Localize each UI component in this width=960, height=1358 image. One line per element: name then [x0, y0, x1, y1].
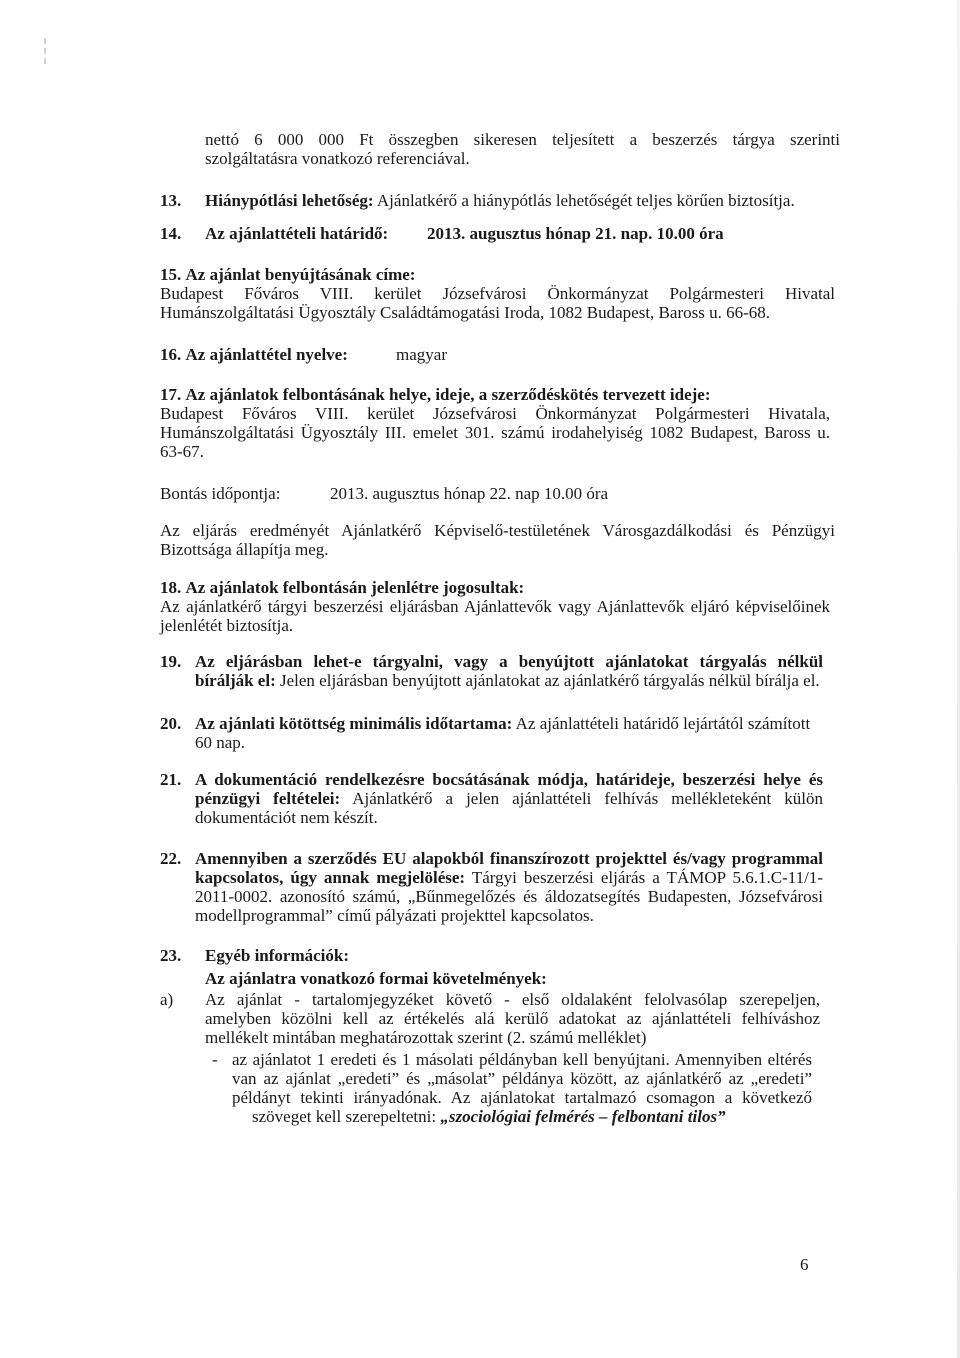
section-21-title: A dokumentáció rendelkezésre bocsátásának módja, határideje, beszerzési helye és [195, 770, 823, 789]
section-14-value: 2013. augusztus hónap 21. nap. 10.00 óra [427, 224, 724, 243]
section-20-line: 60 nap. [195, 733, 246, 752]
section-15-line: Budapest Főváros VIII. kerület Józsefvárosi Önkormányzat Polgármesteri Hivatal [160, 284, 835, 303]
section-17 [160, 385, 830, 461]
section-21-line: dokumentációt nem készít. [195, 808, 378, 827]
scan-mark [44, 48, 46, 54]
section-19-title-cont: bírálják el: [195, 671, 276, 690]
envelope-label: „szociológiai felmérés – felbontani tilos” [440, 1107, 726, 1126]
section-13-title: Hiánypótlási lehetőség: [205, 191, 374, 210]
scan-mark [44, 58, 46, 64]
section-21-title-cont: pénzügyi feltételei: [195, 789, 341, 808]
section-22-title: Amennyiben a szerződés EU alapokból finanszírozott projekttel és/vagy programmal [195, 849, 823, 868]
bullet-line: van az ajánlat „eredeti” és „másolat” példánya között, az ajánlatkérő az „eredeti” [232, 1069, 812, 1088]
item-a-line: amelyben közölni kell az értékelés alá kerülő adatokat az ajánlattételi felhíváshoz [205, 1009, 820, 1028]
opening-time-value: 2013. augusztus hónap 22. nap 10.00 óra [330, 484, 609, 503]
section-13-number: 13. [160, 191, 182, 210]
section-18-line: Az ajánlatkérő tárgyi beszerzési eljárásban Ajánlattevők vagy Ajánlattevők eljáró képviselőinek [160, 597, 830, 616]
section-18-title: Az ajánlatok felbontásán jelenlétre jogosultak: [185, 578, 525, 597]
section-19-title: Az eljárásban lehet-e tárgyalni, vagy a benyújtott ajánlatokat tárgyalás nélkül [195, 652, 823, 671]
item-a-line: Az ajánlat - tartalomjegyzéket követő - első oldalaként felolvasólap szerepeljen, [205, 990, 820, 1009]
item-a-label: a) [160, 990, 174, 1009]
section-22-text: Tárgyi beszerzési eljárás a TÁMOP 5.6.1.C-11/1- [471, 868, 824, 887]
section-21-number: 21. [160, 770, 182, 789]
section-15 [160, 265, 835, 322]
section-18 [160, 578, 830, 635]
opening-time-label: Bontás időpontja: [160, 484, 281, 503]
section-17-number: 17. [160, 385, 182, 404]
bullet-line: az ajánlatot 1 eredeti és 1 másolati példányban kell benyújtani. Amennyiben eltérés [232, 1050, 812, 1069]
section-20-title: Az ajánlati kötöttség minimális időtartama: [195, 714, 513, 733]
section-20-number: 20. [160, 714, 182, 733]
section-22-line: 2011-0002. azonosító számú, „Bűnmegelőzés és áldozatsegítés Budapesten, Józsefvárosi [195, 887, 823, 906]
evaluation-line: Bizottsága állapítja meg. [160, 540, 329, 559]
section-16-title: Az ajánlattétel nyelve: [185, 345, 348, 364]
section-23 [205, 946, 820, 988]
section-14-title: Az ajánlattételi határidő: [205, 224, 389, 243]
page-number: 6 [800, 1255, 809, 1274]
bullet-dash: - [212, 1050, 218, 1069]
section-14-number: 14. [160, 224, 182, 243]
section-22 [195, 849, 823, 925]
intro-paragraph [205, 130, 840, 168]
scan-mark [44, 38, 46, 44]
item-a-line: mellékelt mintában meghatározottak szerint (2. számú melléklet) [205, 1028, 647, 1047]
section-19 [195, 652, 823, 690]
section-17-line: 63-67. [160, 442, 204, 461]
section-13 [205, 191, 805, 210]
evaluation-paragraph [160, 521, 835, 559]
section-23-number: 23. [160, 946, 182, 965]
intro-line: szolgáltatásra vonatkozó referenciával. [205, 149, 470, 168]
bullet-item [232, 1050, 812, 1126]
item-a [205, 990, 820, 1047]
section-21-text: Ajánlatkérő a jelen ajánlattételi felhívás mellékleteként külön [352, 789, 824, 808]
section-23-title: Egyéb információk: [205, 946, 350, 965]
section-17-line: Humánszolgáltatási Ügyosztály III. emelet 301. számú irodahelyiség 1082 Budapest, Baross u. [160, 423, 830, 442]
section-15-number: 15. [160, 265, 182, 284]
opening-time [160, 484, 820, 503]
section-18-line: jelenlétét biztosítja. [160, 616, 294, 635]
evaluation-line: Az eljárás eredményét Ajánlatkérő Képviselő-testületének Városgazdálkodási és Pénzügyi [160, 521, 835, 540]
section-17-title: Az ajánlatok felbontásának helye, ideje, a szerződéskötés tervezett ideje: [185, 385, 711, 404]
section-16-number: 16. [160, 345, 182, 364]
section-19-number: 19. [160, 652, 182, 671]
section-17-line: Budapest Főváros VIII. kerület Józsefvárosi Önkormányzat Polgármesteri Hivatala, [160, 404, 830, 423]
section-15-line: Humánszolgáltatási Ügyosztály Családtámogatási Iroda, 1082 Budapest, Baross u. 66-68. [160, 303, 770, 322]
bullet-line: példányt tekinti irányadónak. Az ajánlatokat tartalmazó csomagon a következő [232, 1088, 812, 1107]
section-20-text: Az ajánlattételi határidő lejártától számított [515, 714, 811, 733]
section-13-text: Ajánlatkérő a hiánypótlás lehetőségét teljes körűen biztosítja. [376, 191, 795, 210]
section-23-subtitle: Az ajánlatra vonatkozó formai követelmények: [205, 969, 547, 988]
section-19-text: Jelen eljárásban benyújtott ajánlatokat az ajánlatkérő tárgyalás nélkül bírálja el. [280, 671, 820, 690]
bullet-line: szöveget kell szerepeltetni: [252, 1107, 437, 1126]
intro-line: nettó 6 000 000 Ft összegben sikeresen teljesített a beszerzés tárgya szerinti [205, 130, 840, 149]
section-22-line: modellprogrammal” című pályázati projekttel kapcsolatos. [195, 906, 594, 925]
section-16-value: magyar [396, 345, 447, 364]
section-18-number: 18. [160, 578, 182, 597]
section-14 [205, 224, 805, 243]
section-22-title-cont: kapcsolatos, úgy annak megjelölése: [195, 868, 466, 887]
section-22-number: 22. [160, 849, 182, 868]
section-21 [195, 770, 823, 827]
section-20 [195, 714, 823, 752]
section-15-title: Az ajánlat benyújtásának címe: [185, 265, 416, 284]
section-16 [160, 345, 820, 364]
